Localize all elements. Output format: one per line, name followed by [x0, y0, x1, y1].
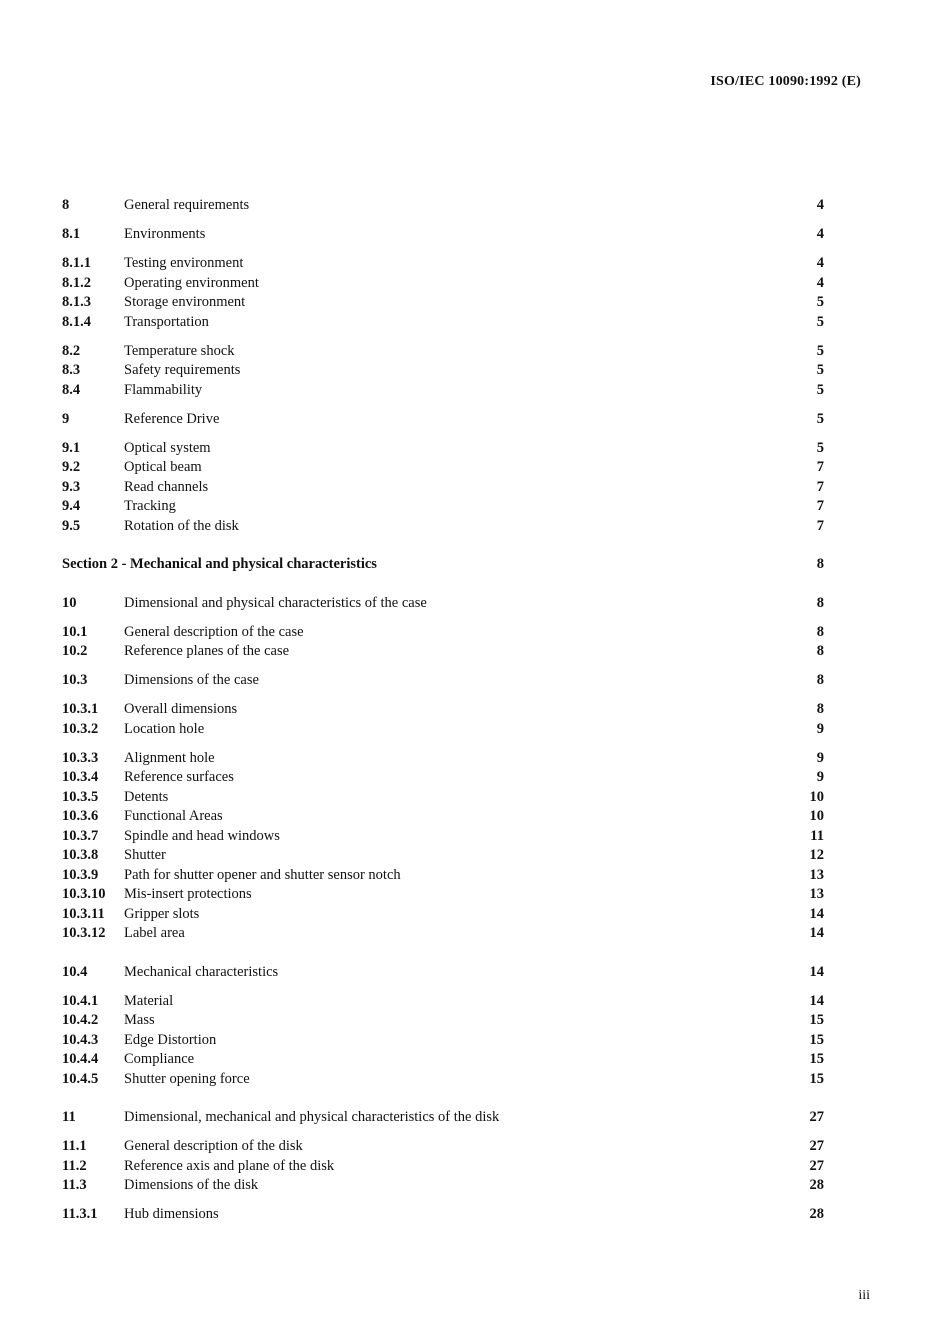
toc-entry	[62, 1011, 824, 1031]
toc-entry-number: 10.3.1	[62, 701, 99, 717]
toc-entry-title: Label area	[124, 925, 185, 941]
toc-entry-number: 10.3.10	[62, 886, 106, 902]
toc-entry-page: 8	[816, 594, 824, 611]
toc-entry-title: Transportation	[124, 313, 209, 330]
toc-entry-title: General description of the case	[124, 623, 304, 640]
toc-entry-number: 10	[62, 594, 77, 611]
toc-entry-number: 8.1	[62, 226, 81, 242]
toc-entry	[62, 749, 824, 769]
toc-entry-page: 14	[809, 992, 824, 1009]
toc-entry-title: Safety requirements	[124, 362, 241, 378]
toc-entry-title: Mis-insert protections	[124, 886, 252, 902]
toc-entry	[62, 196, 824, 216]
toc-entry	[62, 293, 824, 313]
toc-entry-page: 11	[810, 827, 824, 844]
toc-entry-page: 4	[816, 255, 824, 271]
toc-entry	[62, 866, 824, 886]
toc-entry-title: Mass	[124, 1012, 155, 1028]
toc-entry	[62, 594, 824, 614]
toc-entry	[62, 623, 824, 643]
toc-entry-number: 8.2	[62, 342, 81, 359]
toc-entry-page: 15	[809, 1051, 824, 1067]
toc-entry-title: Reference Drive	[124, 410, 220, 427]
toc-entry-title: Dimensional, mechanical and physical characteristics of the disk	[124, 1109, 500, 1125]
toc-entry	[62, 254, 824, 274]
toc-entry	[62, 361, 824, 381]
toc-entry	[62, 1205, 824, 1225]
toc-entry	[62, 788, 824, 808]
toc-entry-number: 10.4.3	[62, 1031, 99, 1048]
toc-entry-page: 8	[816, 672, 824, 688]
toc-entry-number: 10.4	[62, 963, 88, 980]
toc-entry-number: 11.1	[62, 1138, 87, 1154]
toc-entry-number: 9.3	[62, 478, 81, 495]
toc-entry-title: General requirements	[124, 197, 250, 213]
toc-entry-page: 9	[816, 769, 824, 785]
toc-entry	[62, 1070, 824, 1090]
toc-entry-number: 10.3.5	[62, 788, 99, 805]
toc-entry-page: 5	[816, 439, 824, 456]
toc-entry-number: 11.3.1	[62, 1206, 98, 1222]
toc-entry-title: Shutter	[124, 847, 166, 863]
toc-entry-title: Material	[124, 992, 174, 1009]
toc-entry-page: 27	[809, 1109, 824, 1125]
toc-entry-page: 14	[809, 925, 824, 941]
toc-entry-number: 8.3	[62, 362, 81, 378]
toc-entry	[62, 1108, 824, 1128]
toc-entry	[62, 313, 824, 333]
toc-entry-page: 14	[809, 963, 824, 980]
toc-entry-title: Gripper slots	[124, 905, 200, 922]
toc-entry-page: 12	[809, 847, 824, 863]
toc-entry-page: 4	[816, 274, 824, 291]
toc-entry-title: Functional Areas	[124, 808, 223, 824]
toc-entry-number: 10.3.7	[62, 827, 99, 844]
toc-entry-title: Rotation of the disk	[124, 517, 239, 534]
toc-entry-number: 10.4.4	[62, 1051, 99, 1067]
toc-entry	[62, 720, 824, 740]
toc-entry	[62, 497, 824, 517]
toc-entry-page: 8	[816, 556, 824, 572]
toc-entry	[62, 671, 824, 691]
toc-entry	[62, 410, 824, 430]
toc-entry	[62, 807, 824, 827]
toc-entry-number: 10.4.5	[62, 1070, 99, 1087]
toc-entry	[62, 992, 824, 1012]
toc-entry-page: 13	[809, 886, 824, 902]
toc-entry	[62, 458, 824, 478]
toc-entry-title: Spindle and head windows	[124, 827, 280, 844]
toc-entry-number: 10.3	[62, 672, 88, 688]
toc-entry-number: 10.3.8	[62, 847, 99, 863]
toc-entry-page: 13	[809, 866, 824, 883]
toc-entry	[62, 1157, 824, 1177]
toc-entry-page: 8	[816, 623, 824, 640]
toc-entry-number: 9.2	[62, 459, 81, 475]
toc-entry-title: Edge Distortion	[124, 1031, 217, 1048]
toc-section-heading	[62, 555, 824, 575]
toc-entry	[62, 768, 824, 788]
toc-entry-title: Reference surfaces	[124, 769, 234, 785]
toc-entry-page: 7	[816, 517, 824, 534]
toc-entry	[62, 1050, 824, 1070]
toc-entry-number: 11.2	[62, 1157, 87, 1174]
toc-entry-title: Flammability	[124, 381, 203, 398]
toc-entry-number: 10.3.11	[62, 905, 105, 922]
toc-entry-number: 8.1.3	[62, 294, 91, 310]
toc-entry-number: 10.3.4	[62, 769, 99, 785]
toc-entry-title: Shutter opening force	[124, 1070, 250, 1087]
toc-entry-title: Temperature shock	[124, 342, 235, 359]
toc-entry-title: Tracking	[124, 498, 176, 514]
toc-entry-number: 9.1	[62, 439, 81, 456]
toc-entry-title: Storage environment	[124, 294, 246, 310]
toc-entry-page: 4	[816, 226, 824, 242]
toc-entry-number: 10.3.12	[62, 925, 106, 941]
toc-entry	[62, 381, 824, 401]
toc-entry-number: 11	[62, 1109, 76, 1125]
toc-entry-page: 7	[816, 459, 824, 475]
toc-entry-number: 10.3.9	[62, 866, 99, 883]
toc-entry-number: 8.1.4	[62, 313, 91, 330]
document-header: ISO/IEC 10090:1992 (E)	[710, 74, 861, 89]
toc-entry-page: 10	[809, 808, 824, 824]
toc-entry-title: Dimensions of the case	[124, 672, 259, 688]
toc-entry	[62, 963, 824, 983]
toc-entry	[62, 517, 824, 537]
toc-entry-page: 7	[816, 498, 824, 514]
toc-entry-title: Read channels	[124, 478, 209, 495]
toc-entry-page: 10	[809, 788, 824, 805]
toc-entry-page: 9	[816, 720, 824, 737]
toc-entry-title: Operating environment	[124, 274, 259, 291]
toc-entry	[62, 1031, 824, 1051]
toc-entry-number: 8.1.2	[62, 274, 91, 291]
toc-entry	[62, 924, 824, 944]
toc-entry	[62, 642, 824, 662]
toc-entry-title: Path for shutter opener and shutter sensor notch	[124, 866, 401, 883]
toc-entry	[62, 885, 824, 905]
toc-entry-page: 5	[816, 410, 824, 427]
toc-entry-number: 8	[62, 197, 70, 213]
toc-entry-title: Reference planes of the case	[124, 643, 290, 659]
toc-entry	[62, 1176, 824, 1196]
toc-entry-title: Alignment hole	[124, 749, 215, 766]
toc-entry-number: 9.4	[62, 498, 81, 514]
toc-entry-title: Dimensional and physical characteristics of the case	[124, 594, 427, 611]
toc-entry-page: 5	[816, 313, 824, 330]
toc-entry	[62, 225, 824, 245]
toc-entry-title: Reference axis and plane of the disk	[124, 1157, 335, 1174]
table-of-contents	[62, 196, 824, 1225]
toc-entry-page: 27	[809, 1157, 824, 1174]
toc-entry-title: Environments	[124, 226, 206, 242]
toc-entry-number: 10.2	[62, 643, 88, 659]
toc-entry	[62, 827, 824, 847]
toc-entry-page: 4	[816, 197, 824, 213]
toc-entry-page: 28	[809, 1177, 824, 1193]
toc-entry-page: 8	[816, 701, 824, 717]
toc-entry	[62, 274, 824, 294]
toc-entry-page: 5	[816, 342, 824, 359]
toc-entry	[62, 905, 824, 925]
toc-entry-page: 5	[816, 294, 824, 310]
toc-entry-page: 8	[816, 643, 824, 659]
toc-entry-number: 9.5	[62, 517, 81, 534]
toc-entry	[62, 342, 824, 362]
toc-entry-number: 10.4.1	[62, 992, 99, 1009]
toc-entry-number: 10.4.2	[62, 1012, 99, 1028]
toc-entry-page: 5	[816, 381, 824, 398]
toc-entry-title: Hub dimensions	[124, 1206, 219, 1222]
toc-entry-page: 5	[816, 362, 824, 378]
toc-entry-title: Compliance	[124, 1051, 195, 1067]
toc-entry	[62, 1137, 824, 1157]
toc-entry-page: 7	[816, 478, 824, 495]
toc-entry-page: 15	[809, 1070, 824, 1087]
toc-entry-title: Detents	[124, 788, 169, 805]
toc-entry-number: 10.3.2	[62, 720, 99, 737]
toc-entry-title: Optical system	[124, 439, 211, 456]
toc-entry	[62, 846, 824, 866]
toc-entry-number: 8.1.1	[62, 255, 91, 271]
toc-entry	[62, 439, 824, 459]
toc-entry-number: 10.3.6	[62, 808, 99, 824]
toc-entry-page: 9	[816, 749, 824, 766]
toc-entry-page: 28	[809, 1206, 824, 1222]
toc-entry-title: Dimensions of the disk	[124, 1177, 259, 1193]
toc-entry-number: 11.3	[62, 1177, 87, 1193]
toc-entry	[62, 478, 824, 498]
toc-entry-number: 10.3.3	[62, 749, 99, 766]
toc-entry-number: 8.4	[62, 381, 81, 398]
toc-entry-title: Optical beam	[124, 459, 202, 475]
toc-entry-title: Testing environment	[124, 255, 244, 271]
toc-entry-title: General description of the disk	[124, 1138, 303, 1154]
toc-entry-title: Location hole	[124, 720, 205, 737]
toc-entry-page: 15	[809, 1031, 824, 1048]
toc-entry-page: 14	[809, 905, 824, 922]
toc-entry-number: 9	[62, 410, 70, 427]
toc-entry-title: Mechanical characteristics	[124, 963, 279, 980]
toc-entry-number: 10.1	[62, 623, 88, 640]
toc-entry-page: 27	[809, 1138, 824, 1154]
toc-entry	[62, 700, 824, 720]
toc-entry-title: Overall dimensions	[124, 701, 238, 717]
page-number: iii	[858, 1288, 870, 1303]
toc-entry-title: Section 2 - Mechanical and physical characteristics	[62, 556, 377, 572]
toc-entry-page: 15	[809, 1012, 824, 1028]
